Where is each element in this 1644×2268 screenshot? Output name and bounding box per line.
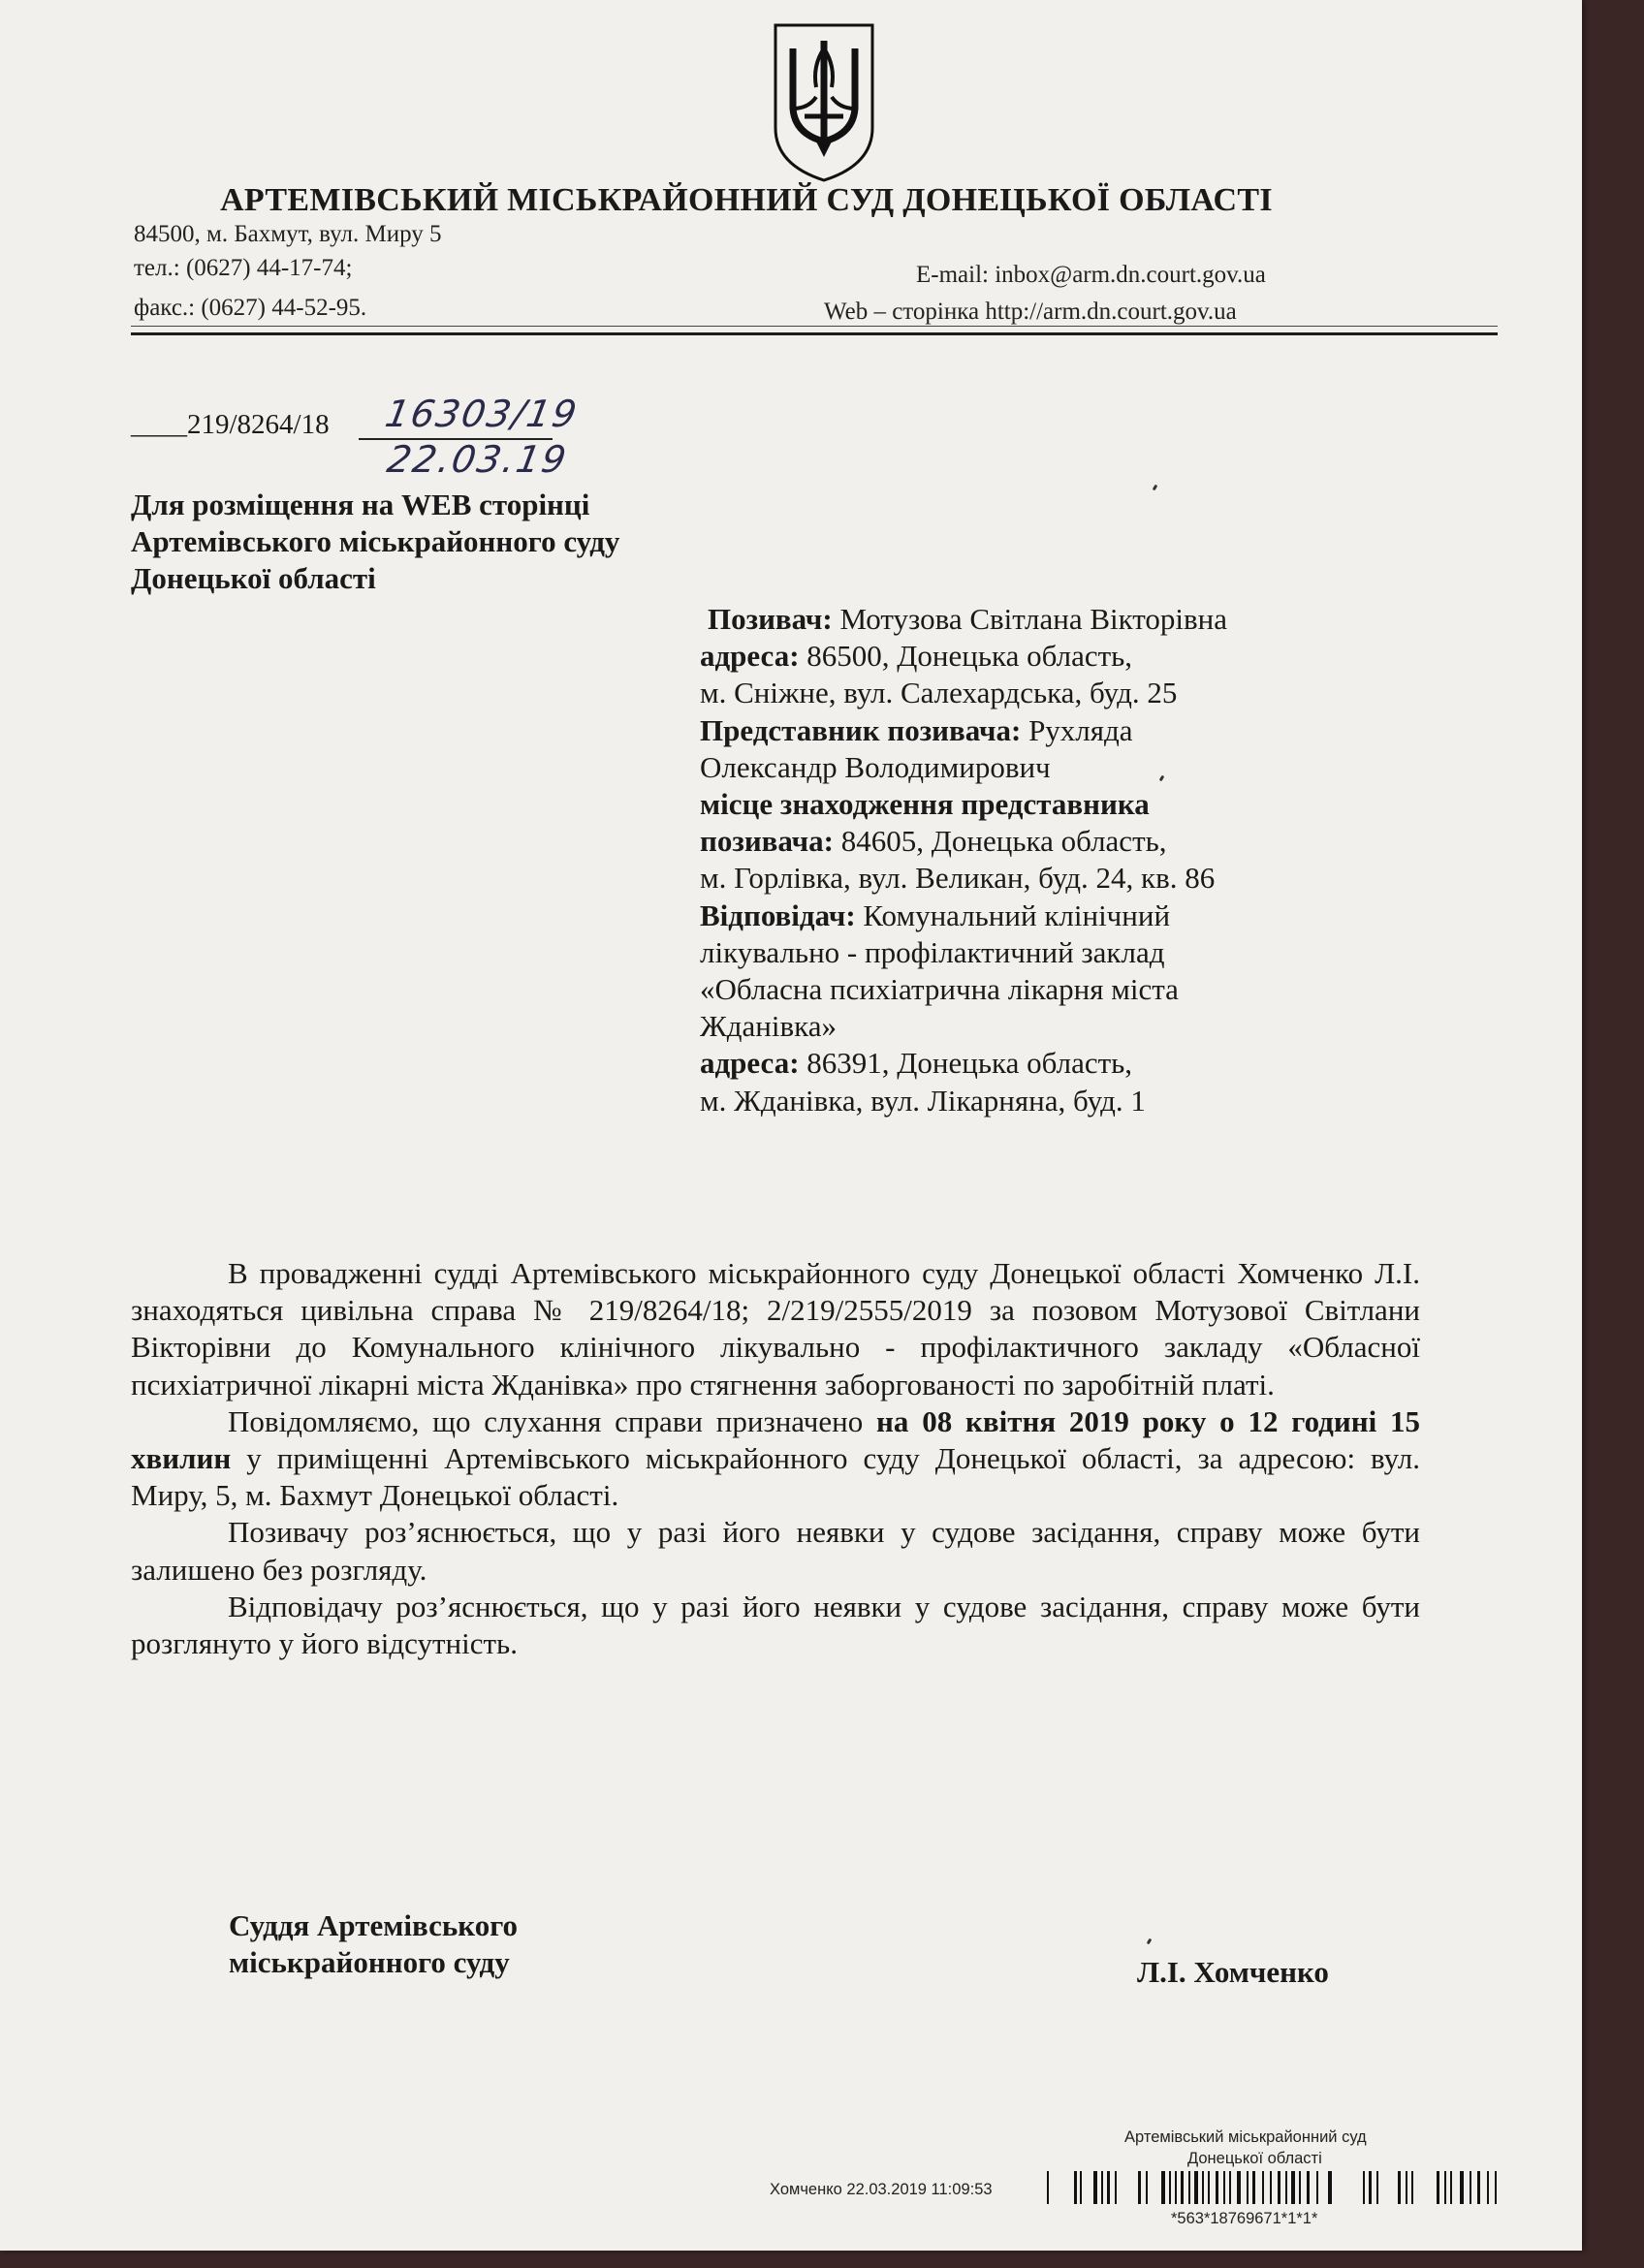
representative-location-label-2: позивача: bbox=[700, 824, 834, 859]
trident-coat-of-arms-icon bbox=[766, 19, 882, 184]
hearing-intro-text: Повідомляємо, що слухання справи призначено bbox=[228, 1403, 877, 1438]
defendant-name-4: Жданівка» bbox=[700, 1009, 837, 1044]
parties-block bbox=[700, 601, 1495, 1119]
plaintiff-address-1: 86500, Донецька область, bbox=[799, 639, 1133, 674]
court-name-heading: АРТЕМІВСЬКИЙ МІСЬКРАЙОННИЙ СУД ДОНЕЦЬКОЇ ОБЛАСТІ bbox=[220, 182, 1273, 218]
plaintiff-address-2: м. Сніжне, вул. Салехардська, буд. 25 bbox=[700, 676, 1178, 710]
header-divider bbox=[131, 332, 1498, 335]
court-website: Web – сторінка http://arm.dn.court.gov.ua bbox=[824, 299, 1237, 325]
defendant-label: Відповідач: bbox=[700, 898, 856, 932]
judge-name: Л.І. Хомченко bbox=[1137, 1955, 1329, 1989]
stamp-court-line-1: Артемівський міськрайонний суд bbox=[1124, 2128, 1367, 2146]
defendant-address-label: адреса: bbox=[700, 1046, 800, 1081]
stamp-court-line-2: Донецької області bbox=[1187, 2150, 1322, 2167]
representative-address-2: м. Горлівка, вул. Великан, буд. 24, кв. 86 bbox=[700, 861, 1216, 896]
handwritten-date: 22.03.19 bbox=[384, 438, 572, 481]
judge-title-2: міськрайонного суду bbox=[229, 1945, 510, 1979]
court-email: E-mail: inbox@arm.dn.court.gov.ua bbox=[916, 262, 1266, 288]
plaintiff-name: Мотузова Світлана Вікторівна bbox=[832, 602, 1228, 636]
representative-name: Олександр Володимирович bbox=[700, 749, 1051, 784]
outgoing-case-number: ____219/8264/18 bbox=[131, 409, 330, 440]
barcode-text: *563*18769671*1*1* bbox=[1171, 2210, 1318, 2227]
header-thin-divider bbox=[131, 326, 1498, 327]
defendant-address-2: м. Жданівка, вул. Лікарняна, буд. 1 bbox=[700, 1083, 1146, 1118]
handwritten-registration-number: 16303/19 bbox=[382, 393, 582, 435]
addressee-line-2: Артемівського міськрайонного суду bbox=[131, 524, 620, 558]
representative-location-label-1: місце знаходження представника bbox=[700, 787, 1150, 822]
representative-label: Представник позивача: bbox=[700, 712, 1022, 747]
representative-surname: Рухляда bbox=[1021, 712, 1133, 747]
stamp-user-timestamp: Хомченко 22.03.2019 11:09:53 bbox=[770, 2181, 993, 2198]
paragraph-hearing-date bbox=[131, 1403, 1420, 1515]
defendant-name-1: Комунальний клінічний bbox=[855, 898, 1171, 932]
defendant-name-2: лікувально - профілактичний заклад bbox=[700, 934, 1165, 969]
paragraph-defendant-warning: Відповідачу роз’яснюється, що у разі його неявки у судове засідання, справу може бути розглянуто у його відсутність. bbox=[131, 1589, 1420, 1661]
hearing-location-text: у приміщенні Артемівського міськрайонного суду Донецької області, за адресою: вул. Миру, 5, м. Бахмут Донецької області. bbox=[131, 1441, 1420, 1513]
paragraph-plaintiff-warning: Позивачу роз’яснюється, що у разі його неявки у судове засідання, справу може бути залишено без розгляду. bbox=[131, 1515, 1420, 1587]
registration-barcode bbox=[1037, 2167, 1541, 2208]
plaintiff-address-label: адреса: bbox=[700, 639, 800, 674]
court-phone: тел.: (0627) 44-17-74; bbox=[134, 255, 353, 281]
scan-speck bbox=[1153, 485, 1158, 491]
addressee-line-3: Донецької області bbox=[131, 561, 376, 595]
paragraph-case-info: В провадженні судді Артемівського міськрайонного суду Донецької області Хомченко Л.І. знаходяться цивільна справа № 219/8264/18; 2/219/2555/2019 за позовом Мотузової Світлани Вікторівни до Комунального клінічного лікувально - профілактичного закладу «Обласної психіатричної лікарні міста Жданівка» про стягнення заборгованості по заробітній платі. bbox=[131, 1256, 1420, 1402]
defendant-name-3: «Обласна психіатрична лікарня міста bbox=[700, 972, 1179, 1007]
representative-address-1: 84605, Донецька область, bbox=[834, 824, 1167, 859]
court-fax: факс.: (0627) 44-52-95. bbox=[134, 295, 367, 321]
notice-body bbox=[131, 1255, 1420, 1662]
defendant-address-1: 86391, Донецька область, bbox=[799, 1046, 1133, 1081]
hearing-date-time: на 08 квітня 2019 року о 12 годині 15 хвилин bbox=[131, 1403, 1420, 1476]
plaintiff-label: Позивач: bbox=[708, 602, 833, 636]
addressee-line-1: Для розміщення на WEB сторінці bbox=[131, 488, 590, 521]
scan-speck bbox=[1147, 1938, 1153, 1945]
court-address: 84500, м. Бахмут, вул. Миру 5 bbox=[134, 221, 442, 247]
judge-title-1: Суддя Артемівського bbox=[229, 1908, 519, 1942]
